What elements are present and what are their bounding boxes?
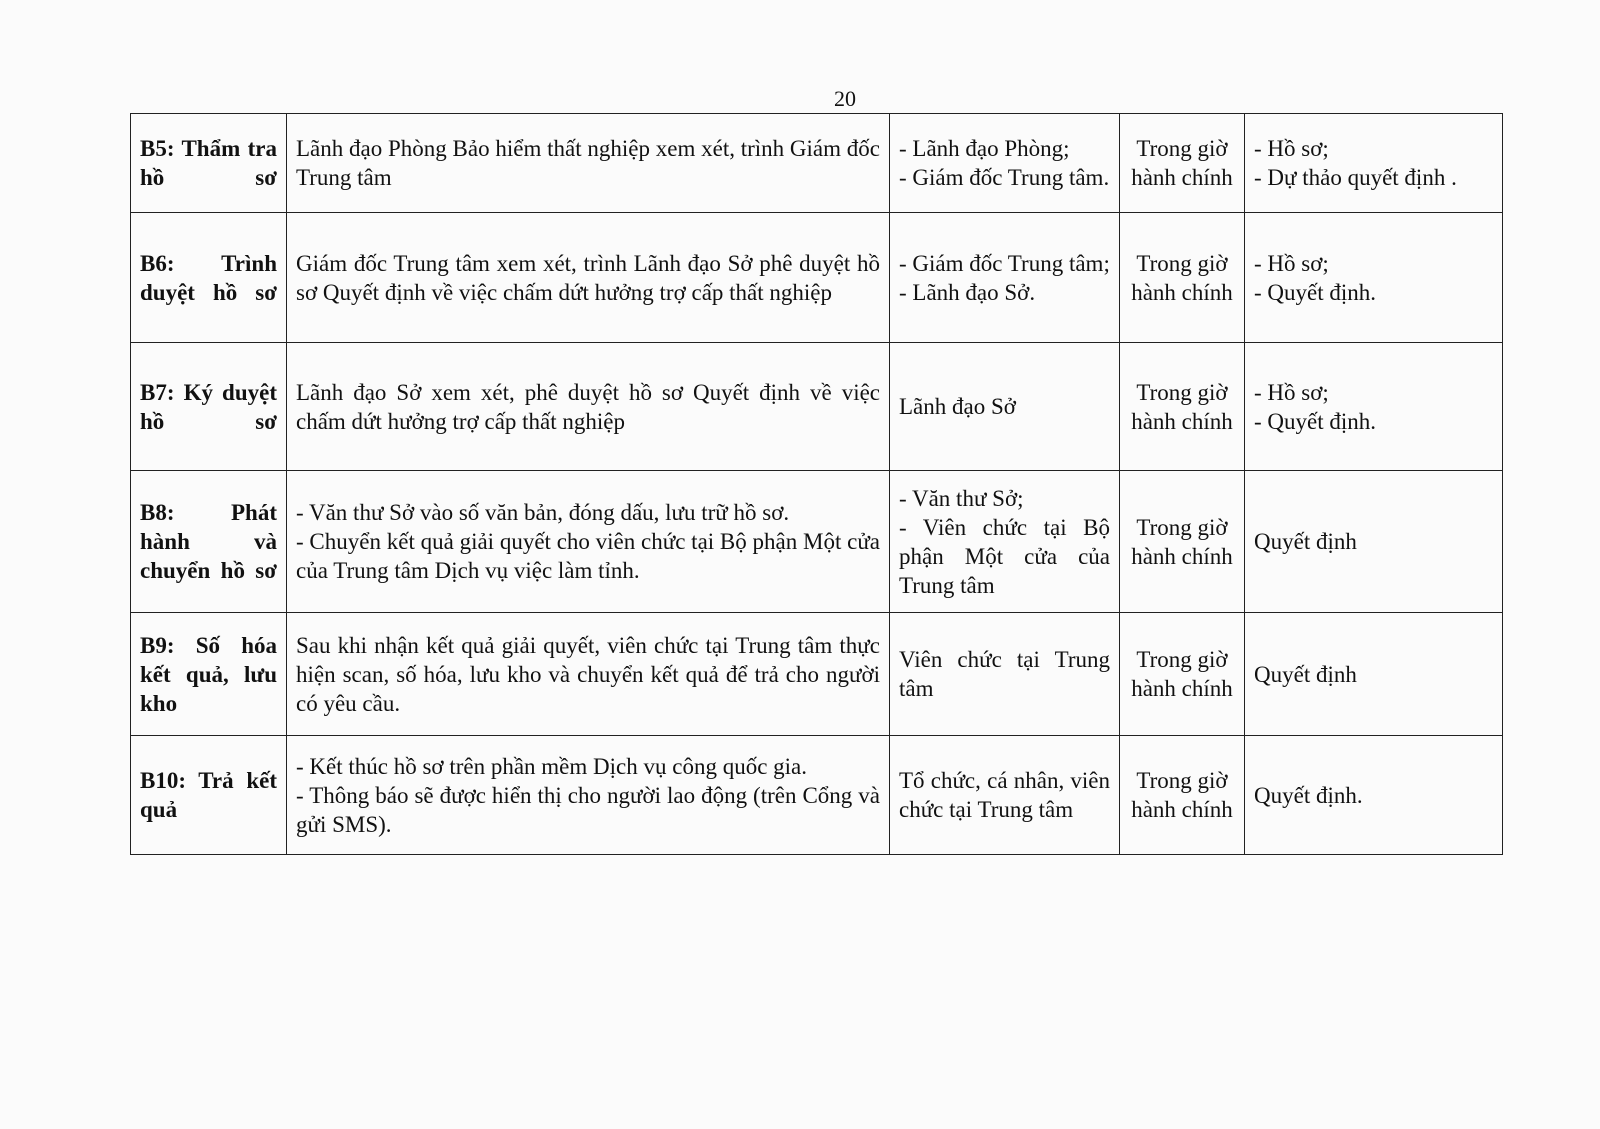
description-line: Giám đốc Trung tâm xem xét, trình Lãnh đạo Sở phê duyệt hồ sơ Quyết định về việc chấm dứt hưởng trợ cấp thất nghiệp	[296, 250, 880, 305]
responsible-cell	[890, 114, 1120, 213]
time-cell: Trong giờ hành chính	[1120, 736, 1245, 855]
result-line: - Quyết định.	[1254, 279, 1377, 305]
table-row	[131, 471, 1503, 613]
page-number: 20	[834, 86, 856, 111]
table-row	[131, 114, 1503, 213]
result-line: Quyết định	[1254, 529, 1357, 554]
step-cell: B10: Trả kết quả	[131, 736, 287, 855]
result-line: - Quyết định.	[1254, 408, 1377, 434]
responsible-cell	[890, 213, 1120, 343]
description-cell	[287, 613, 890, 736]
result-line: - Dự thảo quyết định .	[1254, 165, 1457, 190]
description-line: - Văn thư Sở vào số văn bản, đóng dấu, lưu trữ hồ sơ.	[296, 500, 790, 525]
table-row	[131, 343, 1503, 471]
result-line: Quyết định	[1254, 661, 1357, 687]
table-row	[131, 736, 1503, 855]
description-line: Sau khi nhận kết quả giải quyết, viên chức tại Trung tâm thực hiện scan, số hóa, lưu kho và chuyển kết quả để trả cho người có yêu cầu.	[296, 632, 880, 716]
time-cell: Trong giờ hành chính	[1120, 213, 1245, 343]
time-cell: Trong giờ hành chính	[1120, 471, 1245, 613]
description-line: Lãnh đạo Phòng Bảo hiểm thất nghiệp xem xét, trình Giám đốc Trung tâm	[296, 136, 880, 190]
result-line: Quyết định.	[1254, 782, 1363, 808]
responsible-cell	[890, 736, 1120, 855]
table-row	[131, 613, 1503, 736]
result-cell	[1245, 114, 1503, 213]
result-cell	[1245, 213, 1503, 343]
responsible-line: - Văn thư Sở;	[899, 485, 1024, 511]
result-cell	[1245, 613, 1503, 736]
responsible-cell	[890, 343, 1120, 471]
responsible-line: - Lãnh đạo Sở.	[899, 279, 1036, 305]
description-cell	[287, 736, 890, 855]
description-cell	[287, 471, 890, 613]
description-line: - Kết thúc hồ sơ trên phần mềm Dịch vụ công quốc gia.	[296, 753, 808, 779]
responsible-line: - Lãnh đạo Phòng;	[899, 136, 1070, 161]
step-cell: B6: Trình duyệt hồ sơ	[131, 213, 287, 343]
responsible-line: - Viên chức tại Bộ phận Một cửa của Trung tâm	[899, 514, 1110, 598]
description-line: Lãnh đạo Sở xem xét, phê duyệt hồ sơ Quyết định về việc chấm dứt hưởng trợ cấp thất nghiệp	[296, 379, 880, 434]
time-cell: Trong giờ hành chính	[1120, 114, 1245, 213]
result-cell	[1245, 736, 1503, 855]
step-cell: B5: Thẩm tra hồ sơ	[131, 114, 287, 213]
procedure-steps-table	[130, 113, 1503, 855]
responsible-line: Viên chức tại Trung tâm	[899, 647, 1110, 701]
responsible-cell	[890, 471, 1120, 613]
result-line: - Hồ sơ;	[1254, 379, 1329, 405]
step-cell: B8: Phát hành và chuyển hồ sơ	[131, 471, 287, 613]
result-line: - Hồ sơ;	[1254, 250, 1329, 276]
responsible-line: Lãnh đạo Sở	[899, 394, 1016, 419]
result-line: - Hồ sơ;	[1254, 136, 1329, 161]
responsible-line: - Giám đốc Trung tâm.	[899, 165, 1110, 190]
result-cell	[1245, 343, 1503, 471]
description-line: - Chuyển kết quả giải quyết cho viên chức tại Bộ phận Một cửa của Trung tâm Dịch vụ việc làm tỉnh.	[296, 529, 880, 583]
result-cell	[1245, 471, 1503, 613]
step-cell: B7: Ký duyệt hồ sơ	[131, 343, 287, 471]
step-cell: B9: Số hóa kết quả, lưu kho	[131, 613, 287, 736]
responsible-line: Tổ chức, cá nhân, viên chức tại Trung tâm	[899, 768, 1110, 822]
table-row	[131, 213, 1503, 343]
description-cell	[287, 213, 890, 343]
description-cell	[287, 114, 890, 213]
time-cell: Trong giờ hành chính	[1120, 343, 1245, 471]
description-line: - Thông báo sẽ được hiển thị cho người lao động (trên Cổng và gửi SMS).	[296, 782, 880, 837]
description-cell	[287, 343, 890, 471]
responsible-line: - Giám đốc Trung tâm;	[899, 250, 1110, 276]
time-cell: Trong giờ hành chính	[1120, 613, 1245, 736]
responsible-cell	[890, 613, 1120, 736]
